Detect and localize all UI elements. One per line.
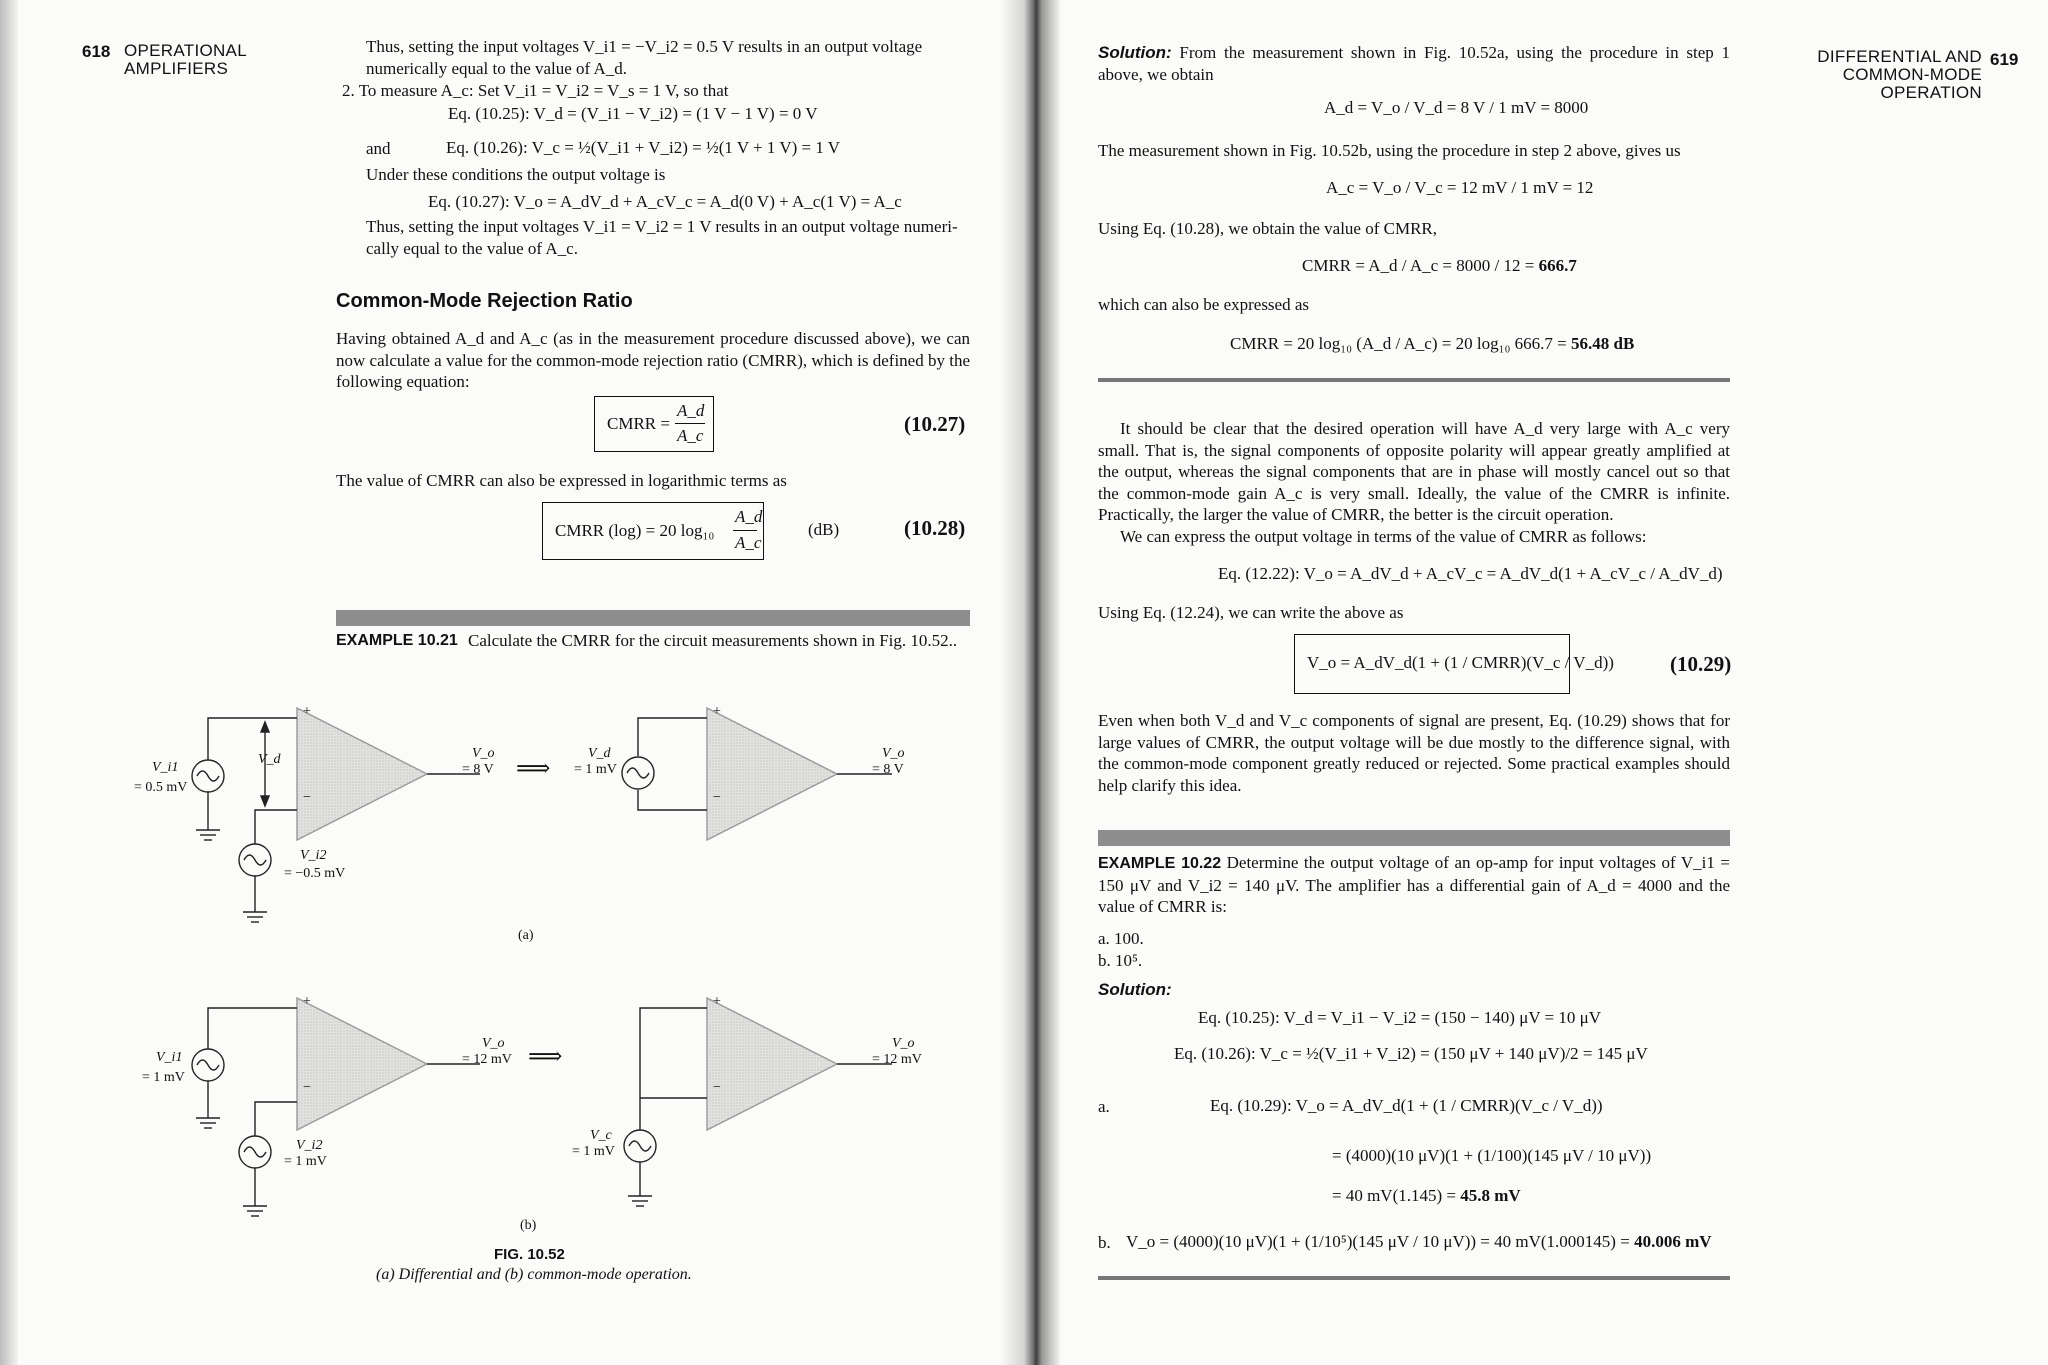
paragraph: Using Eq. (10.28), we obtain the value of CMRR,: [1098, 219, 1438, 238]
vo-value: = 12 mV: [462, 1052, 512, 1067]
wire: [640, 1008, 707, 1098]
unit-label: (dB): [808, 520, 840, 539]
equation-result: 666.7: [1538, 256, 1577, 275]
solution-text: From the measurement shown in Fig. 10.52a, using the procedure in step 1 above, we obtain: [1098, 43, 1731, 84]
wire: [638, 790, 707, 810]
equation-box: [542, 502, 764, 560]
figure-label: FIG. 10.52: [494, 1246, 565, 1263]
minus-sign: −: [303, 790, 311, 805]
equation-cmrr: [1302, 256, 1577, 276]
vc-label: V_c: [590, 1128, 612, 1143]
implies-arrow: ⟹: [516, 756, 551, 782]
fraction-numerator: A_d: [735, 507, 763, 526]
equation-result: 45.8 mV: [1460, 1186, 1521, 1205]
minus-sign: −: [713, 790, 721, 805]
vi2-label: V_i2: [296, 1138, 323, 1153]
running-head: DIFFERENTIAL AND COMMON-MODE OPERATION: [1817, 47, 1982, 102]
part-label: b.: [1098, 1233, 1111, 1252]
equation: Eq. (10.26): V_c = ½(V_i1 + V_i2) = ½(1 V + 1 V) = 1 V: [446, 138, 841, 157]
vd-value: = 1 mV: [574, 762, 617, 777]
example-text: Determine the output voltage of an op-amp for input voltages of V_i1 = 150 μV and V_i2 = 140 μV. The amplifier has a differential gain of A_d = 4000 and the value of CMRR is:: [1098, 853, 1730, 916]
implies-arrow: ⟹: [528, 1044, 563, 1070]
solution-label: Solution:: [1098, 43, 1172, 62]
equation-12-22: Eq. (12.22): V_o = A_dV_d + A_cV_c = A_dV_d(1 + A_cV_c / A_dV_d): [1218, 564, 1723, 583]
example-end-rule: [1098, 1276, 1730, 1280]
equation-text: V_o = (4000)(10 μV)(1 + (1/10⁵)(145 μV / 10 μV)) = 40 mV(1.000145) =: [1126, 1232, 1630, 1251]
opamp-triangle: [297, 998, 427, 1130]
example-label: EXAMPLE 10.21: [336, 632, 458, 649]
solution-equation: [1332, 1186, 1521, 1206]
example-paragraph: [1098, 852, 1730, 918]
wire: [208, 718, 297, 760]
figure-circuit-diagrams: [100, 700, 1000, 1270]
paragraph: Using Eq. (12.24), we can write the above as: [1098, 603, 1404, 622]
paragraph: Even when both V_d and V_c components of signal are present, Eq. (10.29) shows that for large values of CMRR, the output voltage will be due mostly to the difference signal, with the common-mode component greatly reduced or rejected. Some practical examples should help clarify this idea.: [1098, 711, 1730, 795]
wire: [208, 1008, 297, 1049]
vc-value: = 1 mV: [572, 1144, 615, 1159]
equation-result: 56.48 dB: [1571, 334, 1635, 353]
vo-value: = 8 V: [462, 762, 494, 777]
solution-equation: Eq. (10.26): V_c = ½(V_i1 + V_i2) = (150 μV + 140 μV)/2 = 145 μV: [1174, 1044, 1648, 1063]
equation-text: CMRR = 20 log₁₀ (A_d / A_c) = 20 log₁₀ 666.7 =: [1230, 334, 1567, 353]
paragraph: We can express the output voltage in terms of the value of CMRR as follows:: [1120, 527, 1647, 546]
paragraph: which can also be expressed as: [1098, 295, 1310, 314]
text-line: Thus, setting the input voltages V_i1 = −V_i2 = 0.5 V results in an output voltage: [366, 37, 923, 56]
right-page: [1034, 0, 2048, 1365]
equation: Eq. (10.27): V_o = A_dV_d + A_cV_c = A_d(0 V) + A_c(1 V) = A_c: [428, 192, 902, 211]
equation-10-29: V_o = A_dV_d(1 + (1 / CMRR)(V_c / V_d)): [1307, 653, 1614, 672]
equation-text: CMRR = A_d / A_c = 8000 / 12 =: [1302, 256, 1535, 275]
fraction-bar: [675, 423, 705, 424]
example-end-rule: [1098, 378, 1730, 382]
vi2-label: V_i2: [300, 848, 327, 863]
option-item: b. 10⁵.: [1098, 951, 1143, 970]
example-label: EXAMPLE 10.22: [1098, 855, 1222, 872]
equation-ad: A_d = V_o / V_d = 8 V / 1 mV = 8000: [1324, 98, 1589, 117]
example-bar: [336, 610, 970, 626]
opamp-triangle: [297, 708, 427, 840]
vd-label: V_d: [258, 752, 281, 767]
part-label: a.: [1098, 1097, 1110, 1116]
text-line: and: [366, 139, 391, 158]
vo-value: = 8 V: [872, 762, 904, 777]
equation-box: [1294, 634, 1614, 694]
vi1-value: = 1 mV: [142, 1070, 185, 1085]
example-bar: [1098, 830, 1730, 846]
equation-cmrr-log: [1230, 334, 1634, 354]
vi1-label: V_i1: [152, 760, 179, 775]
plus-sign: +: [713, 704, 721, 719]
solution-paragraph: [1098, 42, 1730, 85]
equation-lhs: CMRR =: [607, 414, 670, 433]
opamp-triangle: [707, 708, 837, 840]
text-line: numerically equal to the value of A_d.: [366, 59, 628, 78]
equation-number: (10.28): [904, 516, 966, 540]
paragraph: The measurement shown in Fig. 10.52b, using the procedure in step 2 above, gives us: [1098, 141, 1681, 160]
equation-result: 40.006 mV: [1634, 1232, 1712, 1251]
vi2-value: = −0.5 mV: [284, 866, 346, 881]
solution-equation: Eq. (10.25): V_d = V_i1 − V_i2 = (150 − 140) μV = 10 μV: [1198, 1008, 1602, 1027]
vo-label: V_o: [472, 746, 495, 761]
fraction-bar: [733, 530, 757, 531]
vi1-value: = 0.5 mV: [134, 780, 188, 795]
minus-sign: −: [713, 1080, 721, 1095]
paragraph: Having obtained A_d and A_c (as in the measurement procedure discussed above), we can now calculate a value for the common-mode rejection ratio (CMRR), which is defined by the following equation:: [336, 329, 970, 391]
wire: [255, 810, 297, 844]
solution-equation: Eq. (10.29): V_o = A_dV_d(1 + (1 / CMRR)(V_c / V_d)): [1210, 1096, 1603, 1115]
solution-equation: [1126, 1232, 1712, 1252]
equation-text: = 40 mV(1.145) =: [1332, 1186, 1456, 1205]
figure-sub-caption: (b): [520, 1218, 537, 1233]
plus-sign: +: [303, 704, 311, 719]
list-item: 2. To measure A_c: Set V_i1 = V_i2 = V_s = 1 V, so that: [342, 81, 729, 100]
vo-label: V_o: [892, 1036, 915, 1051]
figure-sub-caption: (a): [518, 928, 534, 943]
equation-number: (10.27): [904, 412, 966, 436]
fraction-numerator: A_d: [677, 401, 705, 420]
option-item: a. 100.: [1098, 929, 1144, 948]
solution-equation: = (4000)(10 μV)(1 + (1/100)(145 μV / 10 μV)): [1332, 1146, 1652, 1165]
wire: [638, 718, 707, 756]
text-line: Thus, setting the input voltages V_i1 = V_i2 = 1 V results in an output voltage numeri-: [366, 217, 958, 236]
text-line: Under these conditions the output voltage is: [366, 165, 666, 184]
section-title: Common-Mode Rejection Ratio: [336, 290, 633, 312]
example-text: Calculate the CMRR for the circuit measurements shown in Fig. 10.52..: [468, 631, 958, 650]
fraction-denominator: A_c: [677, 426, 704, 445]
equation-ac: A_c = V_o / V_c = 12 mV / 1 mV = 12: [1326, 178, 1594, 197]
paragraph: It should be clear that the desired operation will have A_d very large with A_c very small. That is, the signal components of opposite polarity will appear greatly amplified at the output, whereas the signal components that are in phase will mostly cancel out so that the common-mode gain A_c is very small. Ideally, the value of the CMRR is infinite. Practically, the larger the value of CMRR, the better is the circuit operation.: [1098, 419, 1730, 524]
text-line: cally equal to the value of A_c.: [366, 239, 578, 258]
page-number: 618: [82, 42, 111, 61]
equation-box: [594, 396, 714, 452]
wire: [255, 1102, 297, 1136]
running-head: OPERATIONAL AMPLIFIERS: [124, 41, 247, 78]
equation-lhs: CMRR (log) = 20 log₁₀: [555, 521, 715, 540]
vo-label: V_o: [482, 1036, 505, 1051]
page-edge-shadow: [0, 0, 18, 1365]
opamp-triangle: [707, 998, 837, 1130]
plus-sign: +: [713, 994, 721, 1009]
page-number: 619: [1990, 50, 2019, 69]
vo-label: V_o: [882, 746, 905, 761]
figure-caption: (a) Differential and (b) common-mode operation.: [376, 1266, 692, 1283]
equation: Eq. (10.25): V_d = (V_i1 − V_i2) = (1 V − 1 V) = 0 V: [448, 104, 818, 123]
vi2-value: = 1 mV: [284, 1154, 327, 1169]
vi1-label: V_i1: [156, 1050, 183, 1065]
paragraph: The value of CMRR can also be expressed in logarithmic terms as: [336, 471, 787, 490]
equation-number: (10.29): [1670, 652, 1732, 676]
minus-sign: −: [303, 1080, 311, 1095]
vo-value: = 12 mV: [872, 1052, 922, 1067]
fraction-denominator: A_c: [735, 533, 762, 552]
vd-label: V_d: [588, 746, 611, 761]
plus-sign: +: [303, 994, 311, 1009]
solution-label: Solution:: [1098, 980, 1172, 999]
